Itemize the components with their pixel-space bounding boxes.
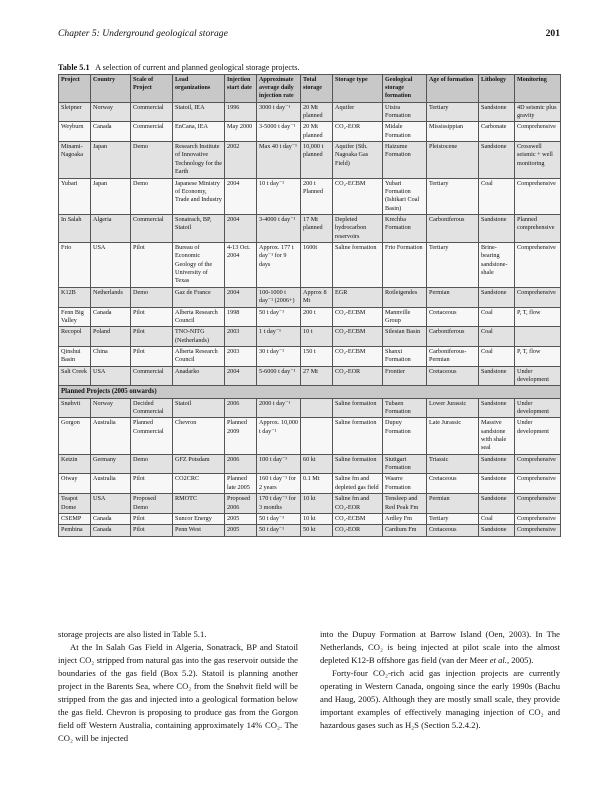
- table-cell: [301, 418, 333, 454]
- table-cell: Tertiary: [427, 513, 479, 524]
- table-cell: Coal: [479, 178, 515, 214]
- table-cell: EnCana, IEA: [173, 122, 225, 142]
- table-cell: 170 t day⁻¹ for 3 months: [257, 494, 301, 514]
- table-cell: Stuttgart Formation: [383, 454, 427, 474]
- table-cell: CO₂-EOR: [333, 122, 383, 142]
- table-row: [59, 122, 561, 142]
- table-cell: Shanxi Formation: [383, 347, 427, 367]
- table-cell: Coal: [479, 307, 515, 327]
- table-cell: Comprehensive: [515, 122, 561, 142]
- table-cell: 30 t day⁻¹: [257, 347, 301, 367]
- table-cell: 0.1 Mt: [301, 474, 333, 494]
- table-cell: 200 t: [301, 307, 333, 327]
- table-row: [59, 494, 561, 514]
- column-header: Storage type: [333, 75, 383, 103]
- table-cell: Saline formation: [333, 243, 383, 288]
- table-caption-text: A selection of current and planned geological storage projects.: [95, 63, 300, 72]
- table-cell: Waarre Formation: [383, 474, 427, 494]
- table-cell: Coal: [479, 513, 515, 524]
- section-row: [59, 386, 561, 398]
- table-cell: Norway: [91, 102, 131, 122]
- table-cell: China: [91, 347, 131, 367]
- table-cell: Frio: [59, 243, 91, 288]
- table-cell: Australia: [91, 474, 131, 494]
- table-cell: CSEMP: [59, 513, 91, 524]
- column-header: Age of formation: [427, 75, 479, 103]
- table-cell: CO₂-ECBM: [333, 307, 383, 327]
- table-cell: 20 Mt planned: [301, 102, 333, 122]
- table-cell: Sandstone: [479, 214, 515, 242]
- table-cell: Planned comprehensive: [515, 214, 561, 242]
- table-cell: Ardley Fm: [383, 513, 427, 524]
- table-cell: Coal: [479, 327, 515, 347]
- table-cell: Pembina: [59, 525, 91, 536]
- table-row: [59, 366, 561, 386]
- table-row: [59, 243, 561, 288]
- table-cell: Canada: [91, 122, 131, 142]
- table-row: [59, 513, 561, 524]
- table-cell: P, T, flow: [515, 347, 561, 367]
- paragraph: [320, 628, 560, 667]
- table-cell: 10,000 t planned: [301, 142, 333, 178]
- table-cell: 50 t day⁻¹: [257, 525, 301, 536]
- table-cell: Recopol: [59, 327, 91, 347]
- body-text-left-column: [58, 628, 298, 745]
- table-cell: Carboniferous: [427, 327, 479, 347]
- table-cell: 2002: [225, 142, 257, 178]
- column-header: Total storage: [301, 75, 333, 103]
- table-row: [59, 287, 561, 307]
- table-cell: Canada: [91, 307, 131, 327]
- table-cell: 10 t day⁻¹: [257, 178, 301, 214]
- table-cell: Mannville Group: [383, 307, 427, 327]
- storage-projects-table: [58, 74, 561, 537]
- table-cell: Sandstone: [479, 454, 515, 474]
- table-cell: K12B: [59, 287, 91, 307]
- table-cell: CO₂-ECBM: [333, 347, 383, 367]
- table-cell: CO₂-ECBM: [333, 327, 383, 347]
- table-cell: Planned late 2005: [225, 474, 257, 494]
- table-cell: Proposed Demo: [131, 494, 173, 514]
- table-cell: 5-6000 t day⁻¹: [257, 366, 301, 386]
- table-cell: 50 t day⁻¹: [257, 307, 301, 327]
- table-cell: Japanese Ministry of Economy, Trade and Industry: [173, 178, 225, 214]
- table-cell: Frio Formation: [383, 243, 427, 288]
- table-cell: 1 t day⁻¹: [257, 327, 301, 347]
- table-cell: Gaz de France: [173, 287, 225, 307]
- table-cell: Cretaceous: [427, 307, 479, 327]
- table-cell: Commercial: [131, 102, 173, 122]
- table-cell: Saline formation: [333, 418, 383, 454]
- table-cell: Comprehensive: [515, 287, 561, 307]
- table-cell: Alberta Research Council: [173, 307, 225, 327]
- table-cell: Japan: [91, 178, 131, 214]
- column-header: Project: [59, 75, 91, 103]
- table-cell: In Salah: [59, 214, 91, 242]
- paragraph: Forty-four CO₂-rich acid gas injection projects are currently operating in Western Canada, ongoing since the early 1990s (Bachu and Haug, 2005). Although they are mostly small scale, they provide important examples of effectively managing injection of CO₂ and hazardous gases such as H₂S (Section 5.2.4.2).: [320, 668, 560, 730]
- table-cell: Japan: [91, 142, 131, 178]
- table-row: [59, 525, 561, 536]
- table-cell: Sandstone: [479, 398, 515, 418]
- table-cell: Rotleigendes: [383, 287, 427, 307]
- column-header: Lithology: [479, 75, 515, 103]
- table-cell: 100-1000 t day⁻¹ (2006+): [257, 287, 301, 307]
- table-cell: [301, 398, 333, 418]
- table-cell: CO₂-ECBM: [333, 178, 383, 214]
- table-cell: Krechba Formation: [383, 214, 427, 242]
- table-row: [59, 214, 561, 242]
- table-cell: Midale Formation: [383, 122, 427, 142]
- table-cell: Crosswell seismic + well monitoring: [515, 142, 561, 178]
- table-cell: Tensleep and Red Peak Fm: [383, 494, 427, 514]
- table-row: [59, 327, 561, 347]
- column-header: Country: [91, 75, 131, 103]
- paragraph: storage projects are also listed in Table 5.1.: [58, 629, 207, 639]
- table-cell: Under development: [515, 366, 561, 386]
- table-cell: Silesian Basin: [383, 327, 427, 347]
- table-cell: Cretaceous: [427, 525, 479, 536]
- table-cell: 200 t Planned: [301, 178, 333, 214]
- table-cell: Comprehensive: [515, 243, 561, 288]
- table-cell: 2006: [225, 398, 257, 418]
- table-cell: Canada: [91, 513, 131, 524]
- table-cell: Planned 2009: [225, 418, 257, 454]
- table-cell: 2000 t day⁻¹: [257, 398, 301, 418]
- table-cell: 1600t: [301, 243, 333, 288]
- table-cell: Aquifer (Sth. Nagoaka Gas Field): [333, 142, 383, 178]
- table-cell: Commercial: [131, 366, 173, 386]
- table-cell: Comprehensive: [515, 513, 561, 524]
- table-cell: Tertiary: [427, 178, 479, 214]
- table-cell: 50 kt: [301, 525, 333, 536]
- table-row: [59, 454, 561, 474]
- table-cell: 60 kt: [301, 454, 333, 474]
- table-cell: Cretaceous: [427, 366, 479, 386]
- table-row: [59, 347, 561, 367]
- table-cell: 2004: [225, 178, 257, 214]
- table-cell: Pilot: [131, 327, 173, 347]
- table-cell: Weyburn: [59, 122, 91, 142]
- table-cell: Approx. 10,000 t day⁻¹: [257, 418, 301, 454]
- table-cell: Carboniferous-Permian: [427, 347, 479, 367]
- table-cell: CO₂-EOR: [333, 366, 383, 386]
- table-cell: Approx 8 Mt: [301, 287, 333, 307]
- table-cell: 2004: [225, 214, 257, 242]
- table-cell: Demo: [131, 287, 173, 307]
- table-cell: Comprehensive: [515, 474, 561, 494]
- table-cell: 4-13 Oct. 2004: [225, 243, 257, 288]
- table-cell: 50 t day⁻¹: [257, 513, 301, 524]
- table-cell: P, T, flow: [515, 307, 561, 327]
- text-run-italic: et al.: [489, 655, 507, 665]
- table-cell: Ketzin: [59, 454, 91, 474]
- table-cell: Suncor Energy: [173, 513, 225, 524]
- table-cell: Sandstone: [479, 142, 515, 178]
- table-cell: Chevron: [173, 418, 225, 454]
- column-header: Injection start date: [225, 75, 257, 103]
- table-row: [59, 307, 561, 327]
- table-cell: Tubaen Formation: [383, 398, 427, 418]
- table-cell: Carbonate: [479, 122, 515, 142]
- table-label: Table 5.1: [58, 63, 90, 72]
- table-cell: Yubari Formation (Ishikari Coal Basin): [383, 178, 427, 214]
- table-cell: Frontier: [383, 366, 427, 386]
- table-cell: Netherlands: [91, 287, 131, 307]
- table-cell: 160 t day⁻¹ for 2 years: [257, 474, 301, 494]
- table-cell: 100 t day⁻¹: [257, 454, 301, 474]
- table-cell: Cretaceous: [427, 474, 479, 494]
- table-row: [59, 178, 561, 214]
- table-cell: 2005: [225, 513, 257, 524]
- table-cell: Research Institute of Innovative Technology for the Earth: [173, 142, 225, 178]
- table-cell: Pilot: [131, 525, 173, 536]
- text-run: , 2005).: [506, 655, 534, 665]
- table-cell: Massive sandstone with shale seal: [479, 418, 515, 454]
- table-cell: Saline formation: [333, 454, 383, 474]
- table-cell: Commercial: [131, 214, 173, 242]
- table-cell: Carboniferous: [427, 214, 479, 242]
- table-cell: Max 40 t day⁻¹: [257, 142, 301, 178]
- table-cell: 10 kt: [301, 494, 333, 514]
- table-cell: Sandstone: [479, 474, 515, 494]
- table-cell: Sandstone: [479, 366, 515, 386]
- table-cell: Sleipner: [59, 102, 91, 122]
- table-cell: Qinshui Basin: [59, 347, 91, 367]
- table-cell: Comprehensive: [515, 454, 561, 474]
- table-header-row: [59, 75, 561, 103]
- body-text-right-column: [320, 628, 560, 732]
- table-cell: 2003: [225, 347, 257, 367]
- table-cell: Under development: [515, 418, 561, 454]
- table-cell: Comprehensive: [515, 178, 561, 214]
- table-cell: Utsira Formation: [383, 102, 427, 122]
- table-cell: 1998: [225, 307, 257, 327]
- table-cell: Commercial: [131, 122, 173, 142]
- table-cell: USA: [91, 494, 131, 514]
- table-cell: Approx. 177 t day⁻¹ for 9 days: [257, 243, 301, 288]
- table-cell: Brine-bearing sandstone-shale: [479, 243, 515, 288]
- table-caption: [58, 63, 568, 72]
- table-header: [59, 75, 561, 103]
- table-row: [59, 398, 561, 418]
- table-cell: Sonatrach, BP, Statoil: [173, 214, 225, 242]
- table-cell: Proposed 2006: [225, 494, 257, 514]
- table-cell: Sandstone: [479, 494, 515, 514]
- table-cell: 3-4000 t day⁻¹: [257, 214, 301, 242]
- table-cell: Bureau of Economic Geology of the University of Texas: [173, 243, 225, 288]
- table-cell: Penn West: [173, 525, 225, 536]
- table-cell: Alberta Research Council: [173, 347, 225, 367]
- table-cell: Pilot: [131, 513, 173, 524]
- table-cell: Mississippian: [427, 122, 479, 142]
- table-cell: CO₂-EOR: [333, 525, 383, 536]
- table-cell: Minami-Nagoaka: [59, 142, 91, 178]
- table-cell: Coal: [479, 347, 515, 367]
- table-cell: TNO-NITG (Netherlands): [173, 327, 225, 347]
- table-cell: Depleted hydrocarbon reservoirs: [333, 214, 383, 242]
- table-cell: Planned Commercial: [131, 418, 173, 454]
- table-cell: 20 Mt planned: [301, 122, 333, 142]
- table-cell: Triassic: [427, 454, 479, 474]
- table-row: [59, 418, 561, 454]
- table-cell: Tertiary: [427, 102, 479, 122]
- page-header: [58, 28, 560, 42]
- table-cell: Sandstone: [479, 102, 515, 122]
- table-cell: Pilot: [131, 307, 173, 327]
- table-cell: 2005: [225, 525, 257, 536]
- table-body: [59, 102, 561, 536]
- table-cell: 2003: [225, 327, 257, 347]
- column-header: Geological storage formation: [383, 75, 427, 103]
- table-cell: Anadarko: [173, 366, 225, 386]
- table-cell: USA: [91, 366, 131, 386]
- column-header: Scale of Project: [131, 75, 173, 103]
- table-cell: [515, 327, 561, 347]
- table-cell: GFZ Potsdam: [173, 454, 225, 474]
- table-cell: 1996: [225, 102, 257, 122]
- table-cell: Comprehensive: [515, 494, 561, 514]
- text-run: into the Dupuy Formation at Barrow Island (Oen, 2003). In The Netherlands, CO₂ is being injected at pilot scale into the almost depleted K12-B offshore gas field (van der Meer: [320, 629, 560, 665]
- table-cell: Canada: [91, 525, 131, 536]
- table-cell: Pilot: [131, 243, 173, 288]
- table-cell: Late Jurassic: [427, 418, 479, 454]
- table-cell: Aquifer: [333, 102, 383, 122]
- table-cell: 10 t: [301, 327, 333, 347]
- column-header: Lead organizations: [173, 75, 225, 103]
- table-cell: 150 t: [301, 347, 333, 367]
- table-cell: Comprehensive: [515, 525, 561, 536]
- table-cell: 3-5000 t day⁻¹: [257, 122, 301, 142]
- table-cell: Dupuy Formation: [383, 418, 427, 454]
- table-cell: 4D seismic plus gravity: [515, 102, 561, 122]
- paragraph: At the In Salah Gas Field in Algeria, Sonatrack, BP and Statoil inject CO₂ stripped from natural gas into the gas reservoir outside the boundaries of the gas field (Box 5.2). Statoil is planning another project in the Barents Sea, where CO₂ from the Snøhvit field will be stripped from the gas and injected into a geological formation below the gas field. Chevron is proposing to produce gas from the Gorgon field off Western Australia, containing approximately 14% CO₂. The CO₂ will be injected: [58, 642, 298, 743]
- table-cell: 2006: [225, 454, 257, 474]
- table-cell: Australia: [91, 418, 131, 454]
- page-number: 201: [545, 28, 560, 39]
- table-cell: Tertiary: [427, 243, 479, 288]
- table-cell: Sandstone: [479, 287, 515, 307]
- table-cell: Teapot Dome: [59, 494, 91, 514]
- table-cell: 27 Mt: [301, 366, 333, 386]
- table-cell: Sandstone: [479, 525, 515, 536]
- table-cell: Cardium Fm: [383, 525, 427, 536]
- table-cell: Norway: [91, 398, 131, 418]
- table-cell: Otway: [59, 474, 91, 494]
- table-cell: Under development: [515, 398, 561, 418]
- table-cell: CO2CRC: [173, 474, 225, 494]
- table-cell: Demo: [131, 142, 173, 178]
- table-cell: Gorgon: [59, 418, 91, 454]
- table-cell: Saline formation: [333, 398, 383, 418]
- table-cell: Statoil, IEA: [173, 102, 225, 122]
- table-cell: 17 Mt planned: [301, 214, 333, 242]
- table-cell: Pilot: [131, 347, 173, 367]
- table-cell: Pleistocene: [427, 142, 479, 178]
- planned-projects-heading: Planned Projects (2005 onwards): [59, 386, 561, 398]
- table-cell: Saline fm and CO₂-EOR: [333, 494, 383, 514]
- column-header: Approximate average daily injection rate: [257, 75, 301, 103]
- table-cell: RMOTC: [173, 494, 225, 514]
- table-cell: Salt Creek: [59, 366, 91, 386]
- table-cell: Haizume Formation: [383, 142, 427, 178]
- table-cell: USA: [91, 243, 131, 288]
- table-cell: Algeria: [91, 214, 131, 242]
- table-cell: Poland: [91, 327, 131, 347]
- column-header: Monitoring: [515, 75, 561, 103]
- table-cell: Permian: [427, 287, 479, 307]
- table-cell: Pilot: [131, 474, 173, 494]
- table-cell: CO₂-ECBM: [333, 513, 383, 524]
- table-cell: 3000 t day⁻¹: [257, 102, 301, 122]
- table-cell: 2004: [225, 366, 257, 386]
- table-cell: Permian: [427, 494, 479, 514]
- table-cell: Decided Commercial: [131, 398, 173, 418]
- table-cell: Germany: [91, 454, 131, 474]
- table-cell: Lower Jurassic: [427, 398, 479, 418]
- table-row: [59, 142, 561, 178]
- table-cell: Demo: [131, 178, 173, 214]
- table-cell: Fenn Big Valley: [59, 307, 91, 327]
- table-cell: Statoil: [173, 398, 225, 418]
- table-cell: EGR: [333, 287, 383, 307]
- table-cell: Demo: [131, 454, 173, 474]
- table-cell: Snøhvit: [59, 398, 91, 418]
- table-cell: 2004: [225, 287, 257, 307]
- table-cell: May 2000: [225, 122, 257, 142]
- chapter-title: Chapter 5: Underground geological storage: [58, 28, 228, 39]
- table-row: [59, 474, 561, 494]
- table-row: [59, 102, 561, 122]
- table-cell: Yubari: [59, 178, 91, 214]
- table-cell: Saline fm and depleted gas field: [333, 474, 383, 494]
- table-cell: 10 kt: [301, 513, 333, 524]
